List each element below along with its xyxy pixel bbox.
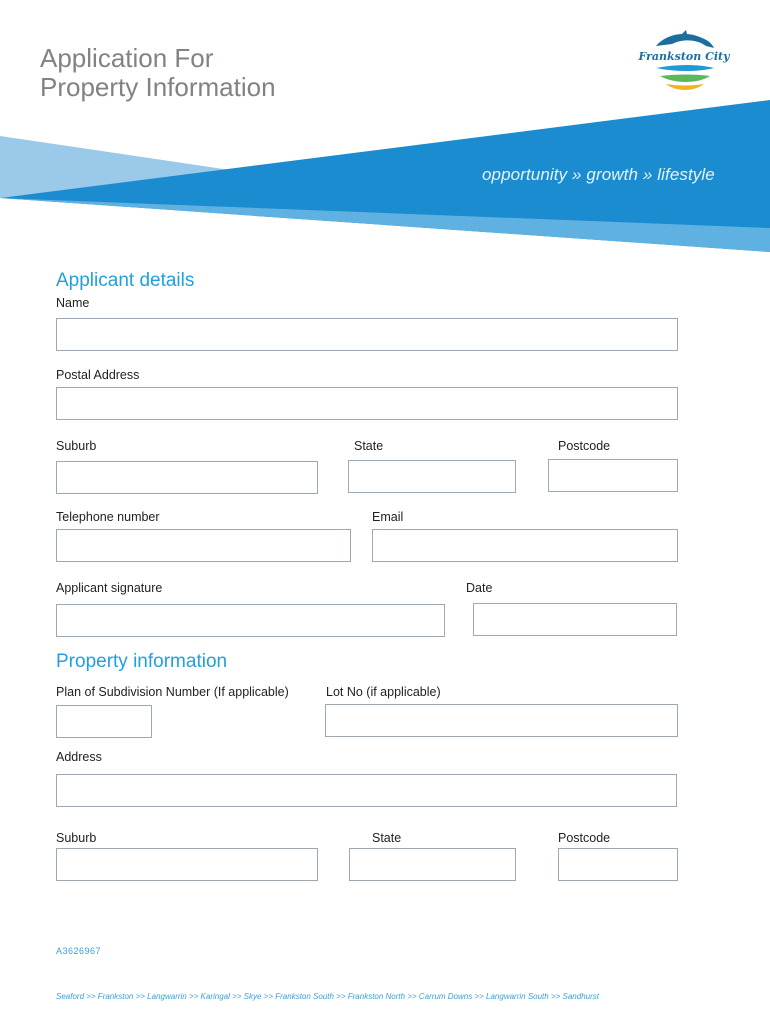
property-suburb-field[interactable] xyxy=(56,848,318,881)
email-label: Email xyxy=(372,510,404,524)
telephone-field[interactable] xyxy=(56,529,351,562)
property-suburb-label: Suburb xyxy=(56,831,97,845)
date-label: Date xyxy=(466,581,493,595)
footer-suburbs: Seaford >> Frankston >> Langwarrin >> Karingal >> Skye >> Frankston South >> Frankston North >> Carrum Downs >> Langwarrin South >> Sandhurst xyxy=(56,992,599,1001)
property-state-field[interactable] xyxy=(349,848,516,881)
property-postcode-label: Postcode xyxy=(558,831,611,845)
email-field[interactable] xyxy=(372,529,678,562)
lot-no-label: Lot No (if applicable) xyxy=(326,685,441,699)
applicant-details-heading: Applicant details xyxy=(56,270,195,291)
name-field[interactable] xyxy=(56,318,678,351)
document-reference: A3626967 xyxy=(56,946,102,956)
frankston-city-logo xyxy=(636,28,732,98)
page-title xyxy=(40,44,276,102)
name-label: Name xyxy=(56,296,90,310)
telephone-label: Telephone number xyxy=(56,510,160,524)
property-address-label: Address xyxy=(56,750,102,764)
title-line-1: Application For xyxy=(40,43,214,73)
signature-field[interactable] xyxy=(56,604,445,637)
title-line-2: Property Information xyxy=(40,72,276,102)
postal-address-field[interactable] xyxy=(56,387,678,420)
applicant-postcode-label: Postcode xyxy=(558,439,611,453)
applicant-suburb-label: Suburb xyxy=(56,439,97,453)
lot-no-field[interactable] xyxy=(325,704,678,737)
tagline: opportunity » growth » lifestyle xyxy=(482,165,715,184)
postal-address-label: Postal Address xyxy=(56,368,140,382)
signature-label: Applicant signature xyxy=(56,581,163,595)
applicant-state-label: State xyxy=(354,439,384,453)
plan-of-subdivision-field[interactable] xyxy=(56,705,152,738)
property-address-field[interactable] xyxy=(56,774,677,807)
applicant-suburb-field[interactable] xyxy=(56,461,318,494)
logo-text: Frankston City xyxy=(638,50,730,63)
property-state-label: State xyxy=(372,831,402,845)
plan-of-subdivision-label: Plan of Subdivision Number (If applicable) xyxy=(56,685,289,699)
dolphin-logo-icon xyxy=(636,28,732,98)
date-field[interactable] xyxy=(473,603,677,636)
applicant-state-field[interactable] xyxy=(348,460,516,493)
property-postcode-field[interactable] xyxy=(558,848,678,881)
applicant-postcode-field[interactable] xyxy=(548,459,678,492)
property-information-heading: Property information xyxy=(56,651,228,672)
